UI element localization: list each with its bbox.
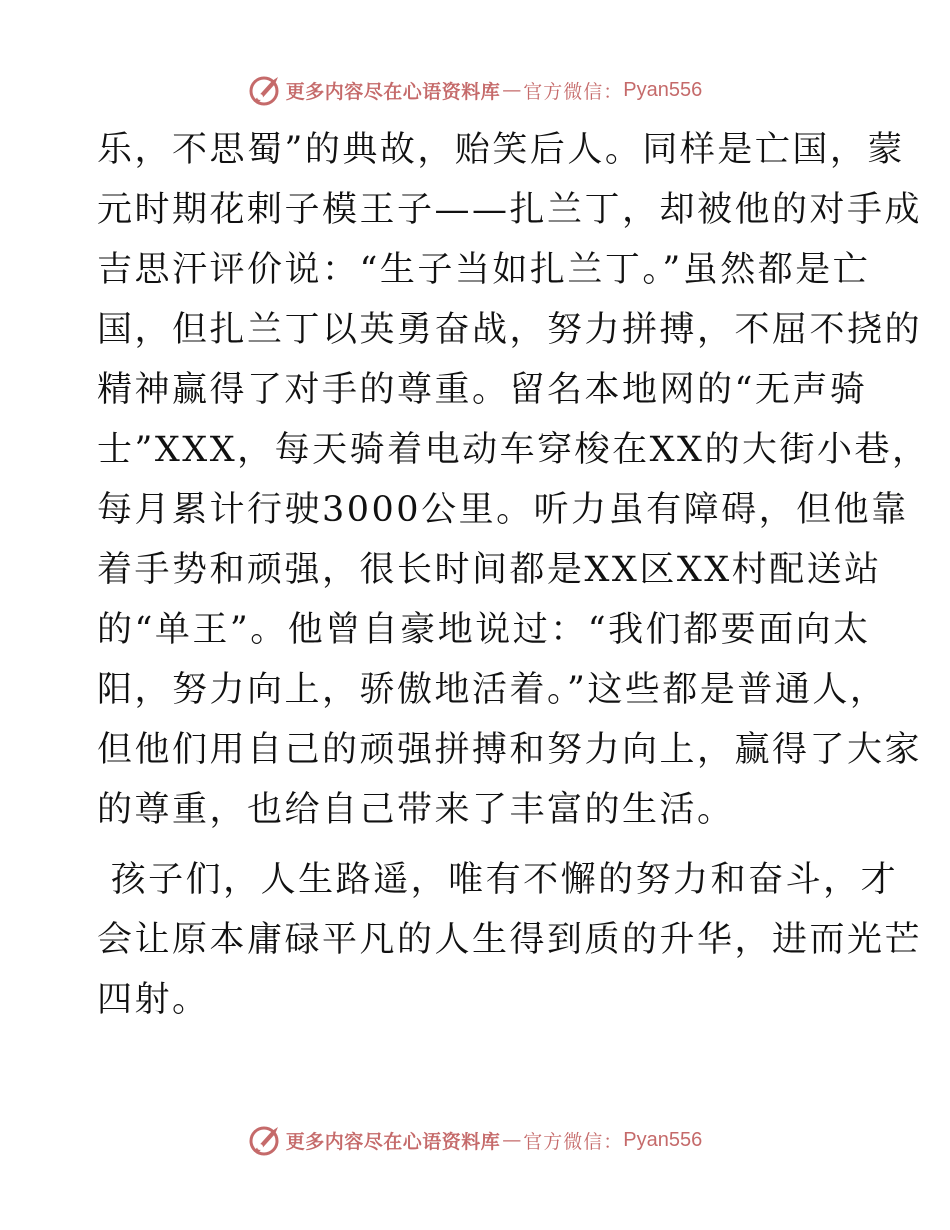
text-line: 孩子们，人生路遥，唯有不懈的努力和奋斗，才 xyxy=(97,860,899,900)
header-site-text: 更多内容尽在心语资料库 xyxy=(285,80,501,103)
text-line: 但他们用自己的顽强拼搏和努力向上，赢得了大家 xyxy=(97,730,923,770)
text-line: 的尊重，也给自己带来了丰富的生活。 xyxy=(97,790,735,830)
text-line: 元时期花剌子模王子——扎兰丁，却被他的对手成 xyxy=(97,190,923,230)
header-contact-id: Pyan556 xyxy=(623,78,703,101)
footer-banner xyxy=(0,1120,950,1160)
footer-contact-id: Pyan556 xyxy=(623,1128,703,1151)
text-line: 每月累计行驶3000公里。听力虽有障碍，但他靠 xyxy=(97,490,909,530)
footer-site-text: 更多内容尽在心语资料库 xyxy=(285,1130,501,1153)
text-line: 吉思汗评价说：“生子当如扎兰丁。”虽然都是亡 xyxy=(97,250,871,290)
footer-dash: — xyxy=(502,1129,522,1151)
text-line: 士”XXX，每天骑着电动车穿梭在XX的大街小巷， xyxy=(97,430,930,470)
paragraph-gap xyxy=(97,840,857,850)
quill-pen-logo-icon xyxy=(248,73,282,107)
text-line: 四射。 xyxy=(97,980,210,1020)
text-line: 阳，努力向上，骄傲地活着。”这些都是普通人， xyxy=(97,670,888,710)
paragraph xyxy=(97,850,923,1030)
text-line: 着手势和顽强，很长时间都是XX区XX村配送站 xyxy=(97,550,882,590)
text-line: 国，但扎兰丁以英勇奋战，努力拼搏，不屈不挠的 xyxy=(97,310,923,350)
footer-contact-label: 官方微信： xyxy=(523,1130,624,1153)
header-banner xyxy=(0,70,950,110)
header-contact-label: 官方微信： xyxy=(523,80,624,103)
text-line: 精神赢得了对手的尊重。留名本地网的“无声骑 xyxy=(97,370,868,410)
text-line: 会让原本庸碌平凡的人生得到质的升华，进而光芒 xyxy=(97,920,923,960)
header-dash: — xyxy=(502,79,522,101)
text-line: 乐，不思蜀”的典故，贻笑后人。同样是亡国，蒙 xyxy=(97,130,905,170)
quill-pen-logo-icon xyxy=(248,1123,282,1157)
paragraph xyxy=(97,120,930,840)
text-line: 的“单王”。他曾自豪地说过：“我们都要面向太 xyxy=(97,610,871,650)
document-body xyxy=(97,120,930,1030)
